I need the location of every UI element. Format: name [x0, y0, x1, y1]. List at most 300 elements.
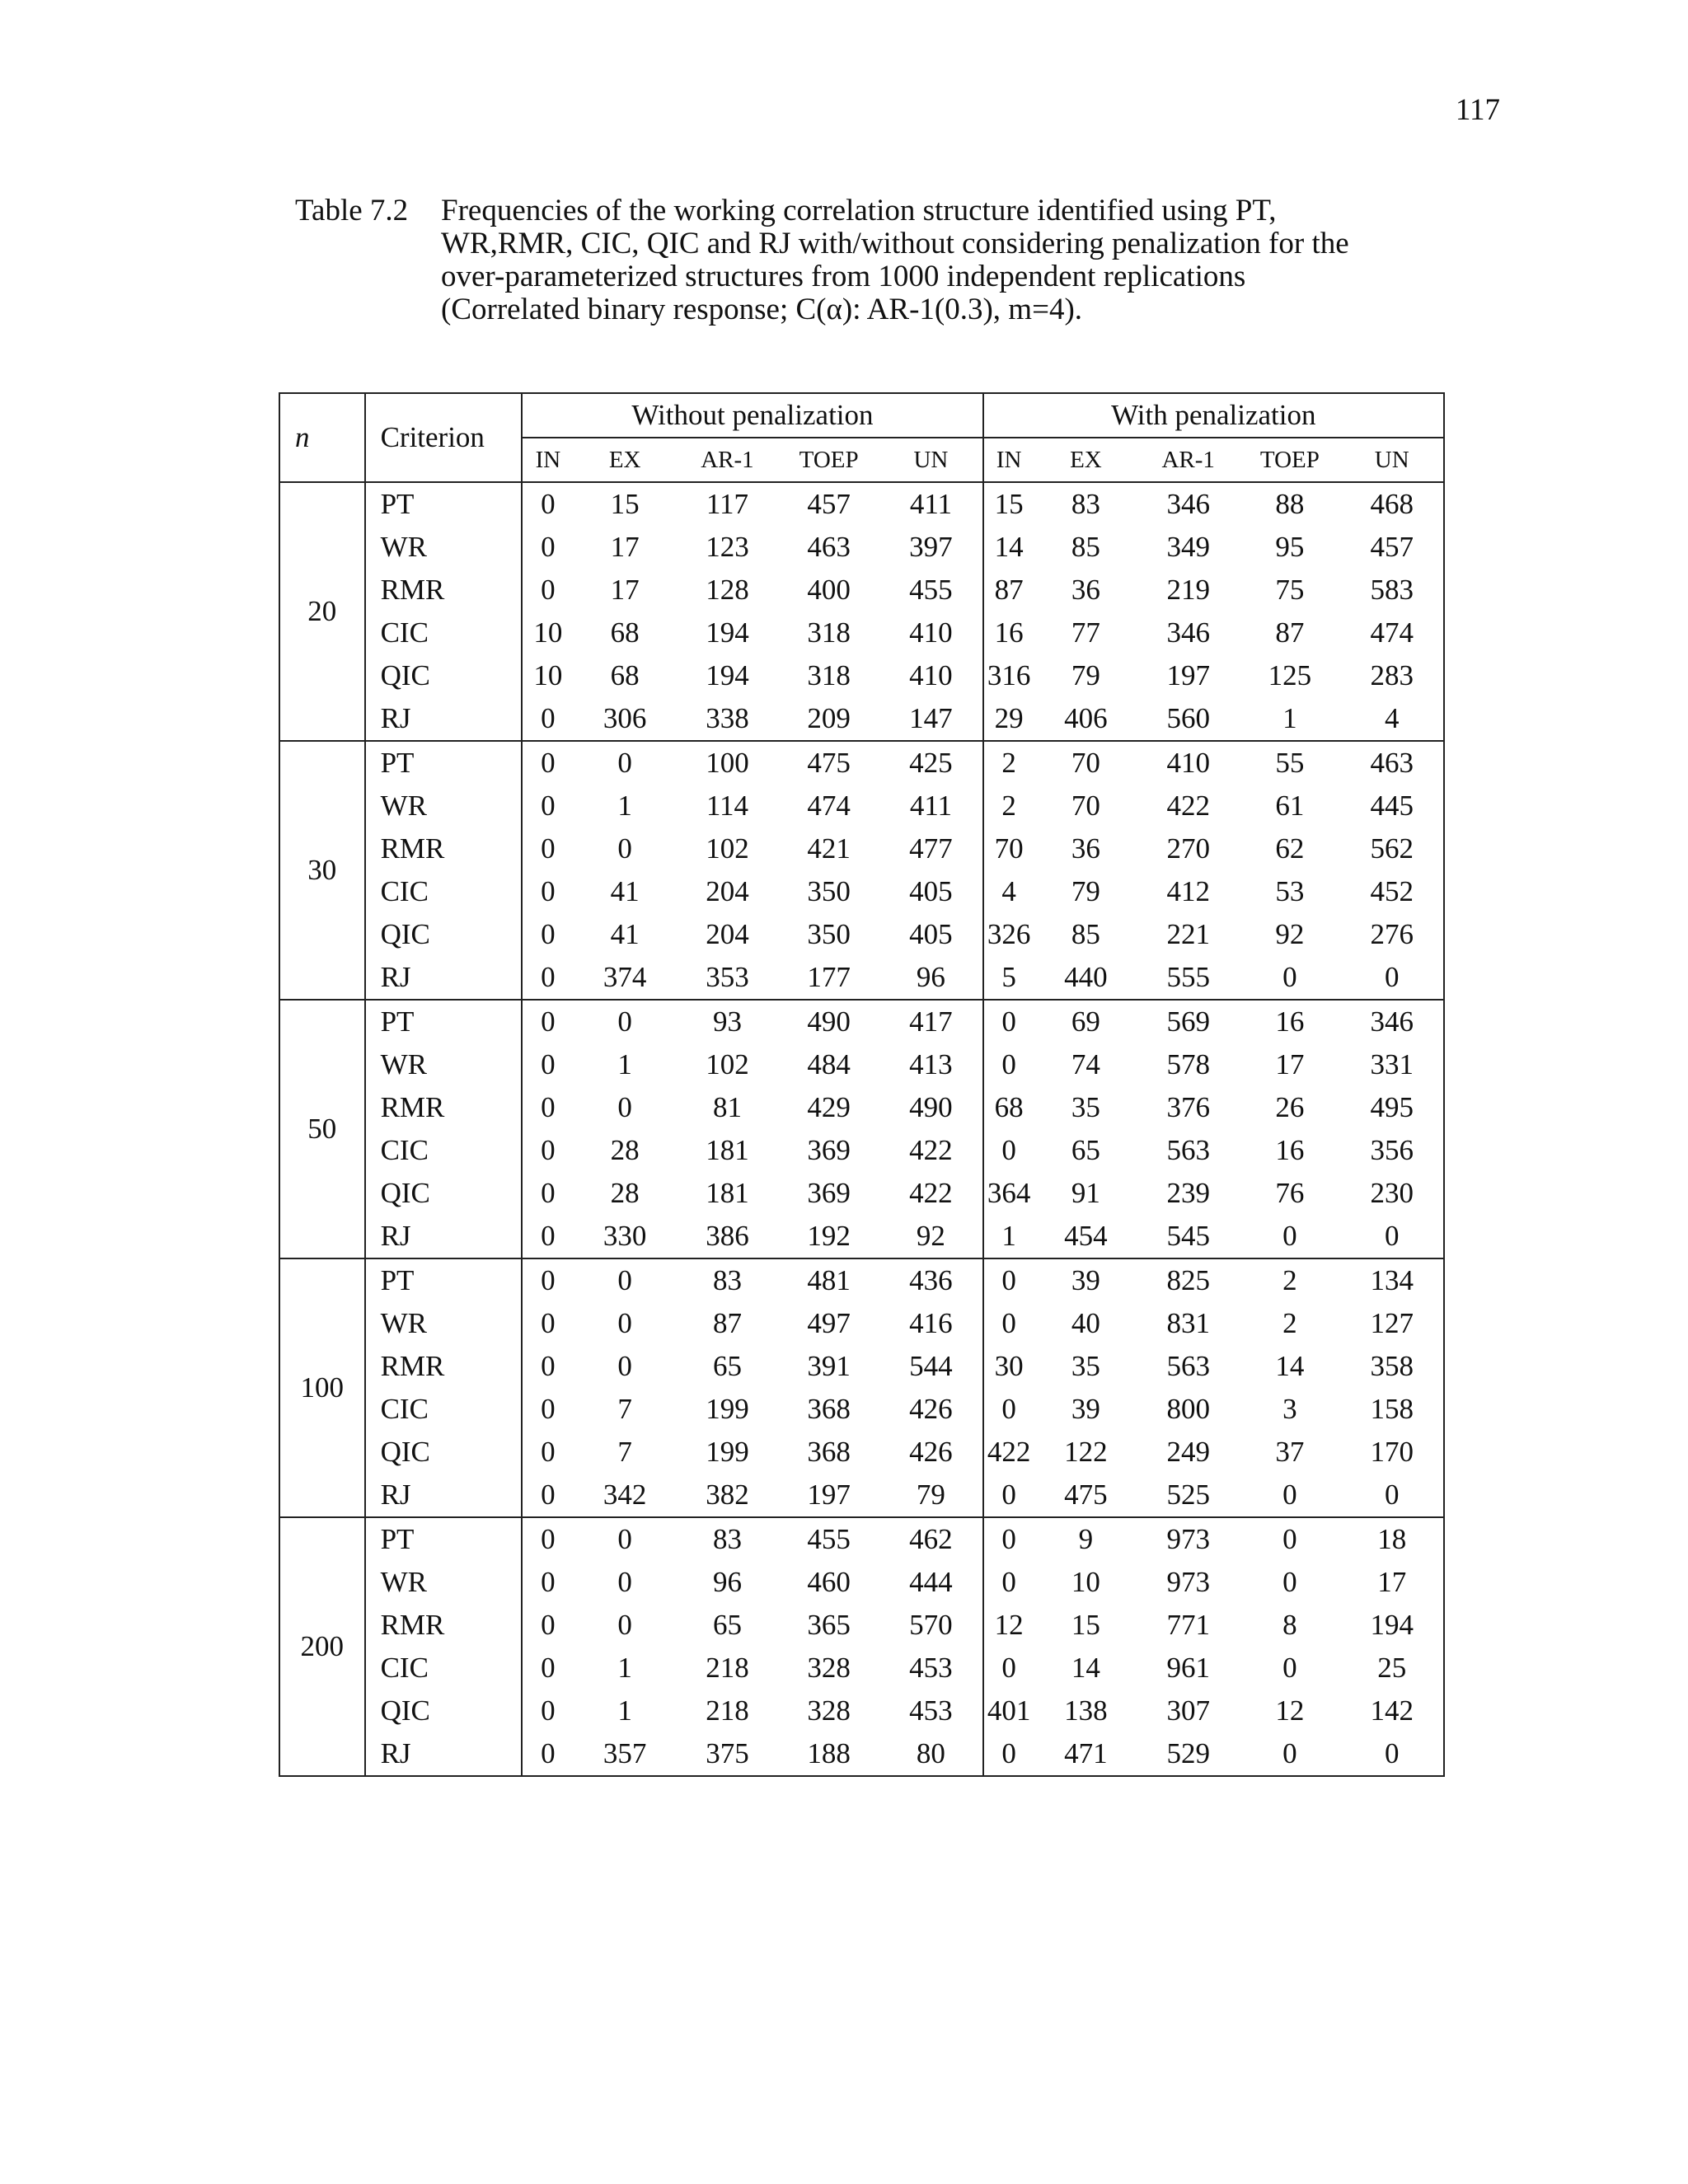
- value-cell: 218: [706, 1652, 749, 1684]
- value-cell: 331: [1340, 1043, 1444, 1086]
- value-cell: 147: [879, 697, 982, 741]
- value-cell: 544: [879, 1345, 982, 1388]
- table-row: [279, 654, 1444, 697]
- value-cell: 0: [541, 1609, 556, 1641]
- value-cell: 0: [541, 747, 556, 779]
- value-cell: 525: [1137, 1474, 1239, 1517]
- table-row: [279, 697, 1444, 741]
- value-cell: 771: [1166, 1609, 1210, 1641]
- value-cell: 0: [1282, 1652, 1297, 1684]
- value-cell: 0: [617, 1566, 632, 1598]
- value-cell: 194: [706, 616, 749, 649]
- value-cell: 497: [807, 1307, 851, 1339]
- criterion-cell: RJ: [365, 1474, 523, 1517]
- value-cell: 1: [983, 1215, 1034, 1258]
- value-cell: 16: [994, 616, 1024, 649]
- value-cell: 0: [541, 1134, 556, 1166]
- value-cell: 0: [1340, 956, 1444, 1000]
- value-cell: 87: [994, 574, 1024, 606]
- value-cell: 0: [1239, 1215, 1340, 1258]
- value-cell: 0: [617, 832, 632, 865]
- value-cell: 239: [1166, 1177, 1210, 1209]
- value-cell: 463: [807, 531, 851, 563]
- value-cell: 83: [712, 1264, 742, 1296]
- n-value: 20: [279, 482, 365, 741]
- value-cell: 342: [573, 1474, 676, 1517]
- value-cell: 204: [706, 875, 749, 907]
- value-cell: 421: [807, 832, 851, 865]
- value-cell: 412: [1166, 875, 1210, 907]
- value-cell: 583: [1340, 569, 1444, 612]
- value-cell: 35: [1071, 1350, 1100, 1382]
- value-cell: 1: [617, 1652, 632, 1684]
- value-cell: 2: [1001, 790, 1016, 822]
- value-cell: 328: [807, 1652, 851, 1684]
- value-cell: 85: [1071, 918, 1100, 950]
- value-cell: 114: [706, 790, 749, 822]
- value-cell: 306: [573, 697, 676, 741]
- n-value: 200: [279, 1517, 365, 1776]
- page-number: 117: [1455, 93, 1500, 127]
- criterion-cell: WR: [365, 1043, 523, 1086]
- criterion-cell: WR: [365, 526, 523, 569]
- value-cell: 91: [1071, 1177, 1100, 1209]
- value-cell: 170: [1340, 1431, 1444, 1474]
- criterion-cell: RJ: [365, 1215, 523, 1258]
- value-cell: 569: [1166, 1005, 1210, 1038]
- caption-line: WR,RMR, CIC, QIC and RJ with/without considering penalization for the: [441, 227, 1349, 260]
- value-cell: 35: [1071, 1091, 1100, 1123]
- value-cell: 406: [1034, 697, 1137, 741]
- value-cell: 0: [1001, 1393, 1016, 1425]
- value-cell: 17: [1340, 1561, 1444, 1604]
- value-cell: 386: [677, 1215, 778, 1258]
- table-row: [279, 482, 1444, 526]
- value-cell: 570: [879, 1604, 982, 1647]
- value-cell: 204: [706, 918, 749, 950]
- criterion-cell: RJ: [365, 1732, 523, 1776]
- value-cell: 0: [617, 1307, 632, 1339]
- value-cell: 410: [1166, 747, 1210, 779]
- value-cell: 0: [541, 531, 556, 563]
- value-cell: 69: [1071, 1005, 1100, 1038]
- criterion-cell: RMR: [365, 1345, 523, 1388]
- value-cell: 961: [1166, 1652, 1210, 1684]
- value-cell: 358: [1340, 1345, 1444, 1388]
- criterion-cell: RMR: [365, 1604, 523, 1647]
- value-cell: 62: [1275, 832, 1305, 865]
- table-row: [279, 1258, 1444, 1302]
- value-cell: 429: [807, 1091, 851, 1123]
- value-cell: 79: [879, 1474, 982, 1517]
- value-cell: 328: [807, 1694, 851, 1727]
- value-cell: 96: [879, 956, 982, 1000]
- value-cell: 368: [807, 1393, 851, 1425]
- table-row: [279, 1647, 1444, 1690]
- value-cell: 562: [1340, 827, 1444, 870]
- table-row: [279, 1345, 1444, 1388]
- criterion-cell: RMR: [365, 569, 523, 612]
- table-caption: [295, 194, 1465, 326]
- value-cell: 0: [541, 1652, 556, 1684]
- value-cell: 122: [1064, 1436, 1108, 1468]
- value-cell: 346: [1340, 1000, 1444, 1043]
- value-cell: 1: [1239, 697, 1340, 741]
- value-cell: 192: [778, 1215, 879, 1258]
- frequency-table: [279, 392, 1445, 1777]
- value-cell: 39: [1071, 1393, 1100, 1425]
- value-cell: 4: [1340, 697, 1444, 741]
- table-row: [279, 1604, 1444, 1647]
- value-cell: 444: [879, 1561, 982, 1604]
- table-row: [279, 569, 1444, 612]
- value-cell: 0: [1340, 1215, 1444, 1258]
- value-cell: 219: [1166, 574, 1210, 606]
- value-cell: 194: [706, 659, 749, 691]
- value-cell: 401: [987, 1694, 1031, 1727]
- value-cell: 177: [778, 956, 879, 1000]
- value-cell: 276: [1340, 913, 1444, 956]
- value-cell: 85: [1071, 531, 1100, 563]
- value-cell: 65: [712, 1609, 742, 1641]
- value-cell: 36: [1071, 574, 1100, 606]
- value-cell: 426: [879, 1388, 982, 1431]
- value-cell: 422: [879, 1172, 982, 1215]
- criterion-cell: CIC: [365, 1647, 523, 1690]
- value-cell: 70: [994, 832, 1024, 865]
- value-cell: 123: [706, 531, 749, 563]
- value-cell: 92: [1275, 918, 1305, 950]
- value-cell: 70: [1071, 747, 1100, 779]
- value-cell: 17: [610, 531, 640, 563]
- value-cell: 142: [1340, 1690, 1444, 1732]
- value-cell: 0: [541, 1566, 556, 1598]
- value-cell: 117: [706, 488, 749, 520]
- value-cell: 800: [1166, 1393, 1210, 1425]
- value-cell: 0: [1001, 1048, 1016, 1080]
- criterion-cell: PT: [365, 482, 523, 526]
- value-cell: 197: [778, 1474, 879, 1517]
- value-cell: 197: [1166, 659, 1210, 691]
- column-header-ex: EX: [1034, 438, 1137, 482]
- value-cell: 199: [706, 1393, 749, 1425]
- value-cell: 81: [712, 1091, 742, 1123]
- value-cell: 68: [610, 616, 640, 649]
- value-cell: 0: [522, 697, 573, 741]
- value-cell: 0: [522, 956, 573, 1000]
- value-cell: 134: [1340, 1258, 1444, 1302]
- value-cell: 79: [1071, 659, 1100, 691]
- value-cell: 563: [1166, 1350, 1210, 1382]
- value-cell: 0: [541, 1436, 556, 1468]
- value-cell: 28: [610, 1177, 640, 1209]
- criterion-cell: CIC: [365, 1129, 523, 1172]
- value-cell: 369: [807, 1134, 851, 1166]
- value-cell: 83: [1071, 488, 1100, 520]
- value-cell: 422: [1166, 790, 1210, 822]
- value-cell: 0: [541, 1264, 556, 1296]
- with-penalization-header: With penalization: [983, 393, 1444, 438]
- value-cell: 0: [1001, 1307, 1016, 1339]
- value-cell: 12: [1275, 1694, 1305, 1727]
- value-cell: 14: [1071, 1652, 1100, 1684]
- column-header-in: IN: [522, 438, 573, 482]
- value-cell: 37: [1275, 1436, 1305, 1468]
- value-cell: 0: [522, 1215, 573, 1258]
- criterion-cell: WR: [365, 1561, 523, 1604]
- criterion-cell: QIC: [365, 913, 523, 956]
- value-cell: 18: [1340, 1517, 1444, 1561]
- value-cell: 555: [1137, 956, 1239, 1000]
- value-cell: 0: [541, 488, 556, 520]
- value-cell: 369: [807, 1177, 851, 1209]
- value-cell: 0: [1001, 1652, 1016, 1684]
- value-cell: 0: [1239, 1474, 1340, 1517]
- value-cell: 357: [573, 1732, 676, 1776]
- value-cell: 0: [617, 1350, 632, 1382]
- caption-line: over-parameterized structures from 1000 independent replications: [441, 260, 1246, 293]
- value-cell: 529: [1137, 1732, 1239, 1776]
- value-cell: 410: [879, 612, 982, 654]
- criterion-header: Criterion: [365, 393, 523, 482]
- value-cell: 74: [1071, 1048, 1100, 1080]
- value-cell: 12: [994, 1609, 1024, 1641]
- value-cell: 10: [533, 659, 563, 691]
- value-cell: 7: [617, 1436, 632, 1468]
- value-cell: 39: [1071, 1264, 1100, 1296]
- value-cell: 307: [1166, 1694, 1210, 1727]
- table-row: [279, 1302, 1444, 1345]
- value-cell: 1: [617, 1694, 632, 1727]
- value-cell: 0: [541, 1177, 556, 1209]
- value-cell: 457: [1340, 526, 1444, 569]
- column-header-un: UN: [1340, 438, 1444, 482]
- value-cell: 318: [807, 616, 851, 649]
- criterion-cell: WR: [365, 785, 523, 827]
- value-cell: 138: [1064, 1694, 1108, 1727]
- value-cell: 100: [706, 747, 749, 779]
- value-cell: 0: [983, 1732, 1034, 1776]
- value-cell: 0: [522, 1732, 573, 1776]
- value-cell: 474: [807, 790, 851, 822]
- value-cell: 330: [573, 1215, 676, 1258]
- value-cell: 158: [1340, 1388, 1444, 1431]
- value-cell: 41: [610, 875, 640, 907]
- value-cell: 283: [1340, 654, 1444, 697]
- n-value: 50: [279, 1000, 365, 1258]
- value-cell: 416: [879, 1302, 982, 1345]
- value-cell: 8: [1282, 1609, 1297, 1641]
- value-cell: 0: [1001, 1523, 1016, 1555]
- value-cell: 65: [1071, 1134, 1100, 1166]
- value-cell: 7: [617, 1393, 632, 1425]
- value-cell: 0: [1001, 1005, 1016, 1038]
- value-cell: 230: [1340, 1172, 1444, 1215]
- value-cell: 445: [1340, 785, 1444, 827]
- caption-body: [441, 194, 1465, 326]
- value-cell: 36: [1071, 832, 1100, 865]
- value-cell: 29: [983, 697, 1034, 741]
- value-cell: 374: [573, 956, 676, 1000]
- n-value: 30: [279, 741, 365, 1000]
- value-cell: 973: [1166, 1523, 1210, 1555]
- value-cell: 0: [1001, 1134, 1016, 1166]
- criterion-cell: RMR: [365, 1086, 523, 1129]
- value-cell: 825: [1166, 1264, 1210, 1296]
- caption-line: (Correlated binary response; C(α): AR-1(0.3), m=4).: [441, 293, 1083, 326]
- criterion-cell: PT: [365, 1517, 523, 1561]
- column-header-un: UN: [879, 438, 982, 482]
- criterion-cell: CIC: [365, 1388, 523, 1431]
- value-cell: 14: [994, 531, 1024, 563]
- value-cell: 457: [807, 488, 851, 520]
- value-cell: 125: [1268, 659, 1312, 691]
- table-row: [279, 1086, 1444, 1129]
- value-cell: 346: [1166, 488, 1210, 520]
- value-cell: 0: [1239, 1732, 1340, 1776]
- table-row: [279, 1172, 1444, 1215]
- value-cell: 0: [541, 1091, 556, 1123]
- value-cell: 454: [1034, 1215, 1137, 1258]
- value-cell: 405: [879, 913, 982, 956]
- value-cell: 2: [1282, 1264, 1297, 1296]
- value-cell: 375: [677, 1732, 778, 1776]
- value-cell: 28: [610, 1134, 640, 1166]
- table-row: [279, 1129, 1444, 1172]
- value-cell: 79: [1071, 875, 1100, 907]
- value-cell: 411: [879, 482, 982, 526]
- value-cell: 453: [879, 1690, 982, 1732]
- value-cell: 0: [617, 1264, 632, 1296]
- value-cell: 30: [994, 1350, 1024, 1382]
- value-cell: 1: [617, 1048, 632, 1080]
- value-cell: 0: [617, 747, 632, 779]
- value-cell: 578: [1166, 1048, 1210, 1080]
- value-cell: 490: [807, 1005, 851, 1038]
- value-cell: 436: [879, 1258, 982, 1302]
- column-header-ar-1: AR-1: [677, 438, 778, 482]
- value-cell: 460: [807, 1566, 851, 1598]
- value-cell: 2: [1001, 747, 1016, 779]
- value-cell: 83: [712, 1523, 742, 1555]
- value-cell: 14: [1275, 1350, 1305, 1382]
- value-cell: 15: [994, 488, 1024, 520]
- value-cell: 545: [1137, 1215, 1239, 1258]
- value-cell: 481: [807, 1264, 851, 1296]
- value-cell: 75: [1275, 574, 1305, 606]
- value-cell: 87: [712, 1307, 742, 1339]
- criterion-cell: QIC: [365, 1431, 523, 1474]
- value-cell: 17: [610, 574, 640, 606]
- value-cell: 17: [1275, 1048, 1305, 1080]
- value-cell: 4: [1001, 875, 1016, 907]
- value-cell: 0: [1340, 1732, 1444, 1776]
- value-cell: 41: [610, 918, 640, 950]
- value-cell: 80: [879, 1732, 982, 1776]
- value-cell: 68: [610, 659, 640, 691]
- value-cell: 422: [879, 1129, 982, 1172]
- value-cell: 440: [1034, 956, 1137, 1000]
- value-cell: 490: [879, 1086, 982, 1129]
- n-value: 100: [279, 1258, 365, 1517]
- value-cell: 350: [807, 875, 851, 907]
- value-cell: 218: [706, 1694, 749, 1727]
- value-cell: 0: [617, 1609, 632, 1641]
- value-cell: 55: [1275, 747, 1305, 779]
- value-cell: 65: [712, 1350, 742, 1382]
- value-cell: 87: [1275, 616, 1305, 649]
- value-cell: 831: [1166, 1307, 1210, 1339]
- value-cell: 452: [1340, 870, 1444, 913]
- value-cell: 0: [541, 1307, 556, 1339]
- value-cell: 455: [807, 1523, 851, 1555]
- value-cell: 0: [541, 832, 556, 865]
- column-header-toep: TOEP: [1239, 438, 1340, 482]
- value-cell: 318: [807, 659, 851, 691]
- table-row: [279, 1043, 1444, 1086]
- table-row: [279, 1215, 1444, 1258]
- value-cell: 128: [706, 574, 749, 606]
- value-cell: 5: [983, 956, 1034, 1000]
- value-cell: 0: [1001, 1264, 1016, 1296]
- value-cell: 127: [1340, 1302, 1444, 1345]
- value-cell: 316: [987, 659, 1031, 691]
- column-header-ex: EX: [573, 438, 676, 482]
- value-cell: 426: [879, 1431, 982, 1474]
- value-cell: 92: [879, 1215, 982, 1258]
- value-cell: 10: [533, 616, 563, 649]
- value-cell: 397: [879, 526, 982, 569]
- value-cell: 368: [807, 1436, 851, 1468]
- value-cell: 25: [1340, 1647, 1444, 1690]
- value-cell: 0: [541, 574, 556, 606]
- criterion-cell: RJ: [365, 956, 523, 1000]
- value-cell: 102: [706, 832, 749, 865]
- value-cell: 417: [879, 1000, 982, 1043]
- value-cell: 0: [983, 1474, 1034, 1517]
- table-row: [279, 785, 1444, 827]
- criterion-cell: CIC: [365, 870, 523, 913]
- value-cell: 181: [706, 1177, 749, 1209]
- value-cell: 0: [541, 1523, 556, 1555]
- caption-label: Table 7.2: [295, 194, 409, 227]
- without-penalization-header: Without penalization: [522, 393, 982, 438]
- criterion-cell: RMR: [365, 827, 523, 870]
- value-cell: 181: [706, 1134, 749, 1166]
- value-cell: 413: [879, 1043, 982, 1086]
- value-cell: 477: [879, 827, 982, 870]
- caption-line: Frequencies of the working correlation structure identified using PT,: [441, 194, 1277, 227]
- value-cell: 26: [1275, 1091, 1305, 1123]
- value-cell: 0: [541, 918, 556, 950]
- value-cell: 0: [541, 1350, 556, 1382]
- table-row: [279, 827, 1444, 870]
- table-row: [279, 741, 1444, 785]
- value-cell: 88: [1275, 488, 1305, 520]
- value-cell: 9: [1078, 1523, 1094, 1555]
- criterion-cell: QIC: [365, 1690, 523, 1732]
- value-cell: 15: [610, 488, 640, 520]
- table-row: [279, 526, 1444, 569]
- value-cell: 382: [677, 1474, 778, 1517]
- value-cell: 0: [617, 1523, 632, 1555]
- value-cell: 0: [541, 1048, 556, 1080]
- value-cell: 70: [1071, 790, 1100, 822]
- value-cell: 391: [807, 1350, 851, 1382]
- value-cell: 495: [1340, 1086, 1444, 1129]
- column-header-in: IN: [983, 438, 1034, 482]
- table-row: [279, 1732, 1444, 1776]
